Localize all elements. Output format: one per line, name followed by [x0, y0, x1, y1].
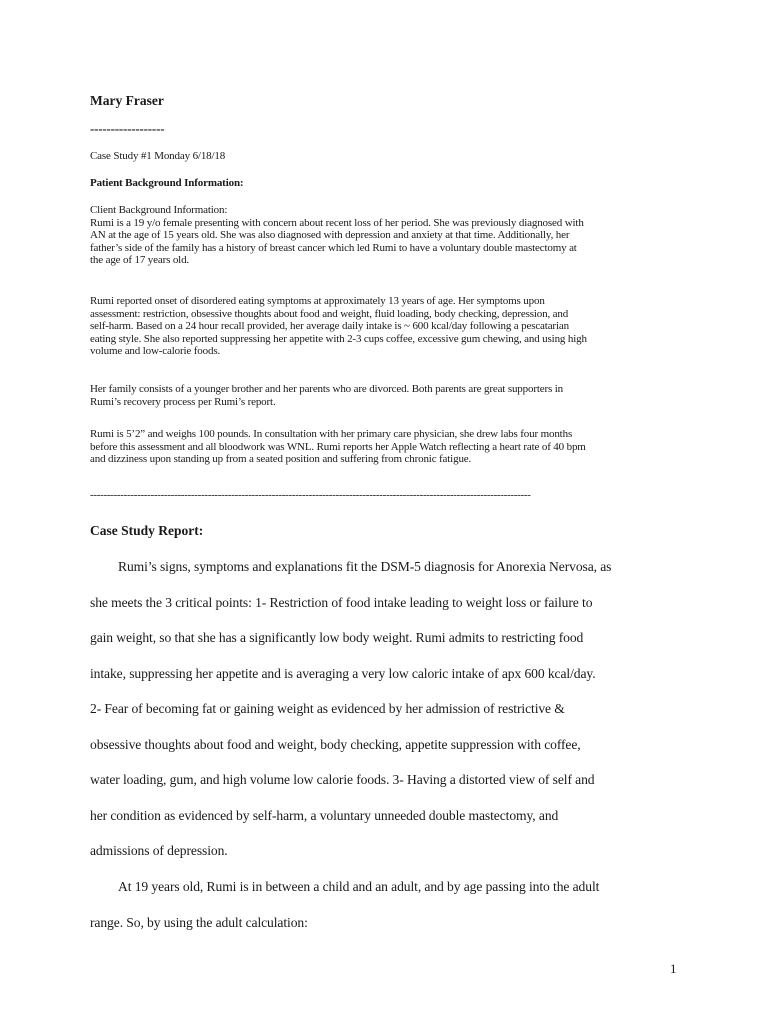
text-line: Rumi’s signs, symptoms and explanations fit the DSM-5 diagnosis for Anorexia Nervosa, as	[118, 559, 612, 574]
text-line: AN at the age of 15 years old. She was also diagnosed with depression and anxiety at that time. Additionally, her	[90, 229, 570, 242]
text-line: At 19 years old, Rumi is in between a child and an adult, and by age passing into the adult	[118, 879, 600, 894]
text-line: volume and low-calorie foods.	[90, 345, 221, 358]
text-line: father’s side of the family has a history of breast cancer which led Rumi to have a voluntary double mastectomy at	[90, 241, 577, 254]
text-line: before this assessment and all bloodwork was WNL. Rumi reports her Apple Watch reflecting a heart rate of 40 bpm	[90, 440, 586, 453]
text-line: Rumi’s recovery process per Rumi’s report.	[90, 395, 276, 408]
report-paragraph-age	[90, 869, 680, 940]
case-study-date-line: Case Study #1 Monday 6/18/18	[90, 150, 226, 162]
text-line: assessment: restriction, obsessive thoughts about food and weight, fluid loading, body checking, depression, and	[90, 307, 569, 320]
case-study-report-heading: Case Study Report:	[90, 523, 204, 538]
text-line: she meets the 3 critical points: 1- Restriction of food intake leading to weight loss or failure to	[90, 594, 593, 610]
text-line: gain weight, so that she has a significantly low body weight. Rumi admits to restricting food	[90, 630, 584, 645]
section-divider: -----------------------------------------------------------------------------------------------------------------------------------	[90, 489, 531, 501]
text-line: Rumi is a 19 y/o female presenting with concern about recent loss of her period. She was previously diagnosed with	[90, 216, 584, 229]
text-line: Rumi is 5’2” and weighs 100 pounds. In consultation with her primary care physician, she drew labs four months	[90, 428, 573, 440]
text-line: intake, suppressing her appetite and is averaging a very low caloric intake of apx 600 kcal/day.	[90, 665, 596, 681]
header-separator: ------------------	[90, 121, 165, 136]
text-line: admissions of depression.	[90, 843, 228, 858]
text-line: obsessive thoughts about food and weight, body checking, appetite suppression with coffee,	[90, 736, 581, 752]
text-line: the age of 17 years old.	[90, 254, 190, 267]
text-line: and dizziness upon standing up from a seated position and suffering from chronic fatigue.	[90, 453, 472, 466]
text-line: Rumi reported onset of disordered eating symptoms at approximately 13 years of age. Her symptoms upon	[90, 295, 545, 307]
client-background-paragraph	[90, 204, 690, 267]
text-line: Client Background Information:	[90, 204, 228, 216]
text-line: range. So, by using the adult calculation:	[90, 914, 308, 930]
text-line: water loading, gum, and high volume low calorie foods. 3- Having a distorted view of self and	[90, 772, 595, 787]
patient-background-heading: Patient Background Information:	[90, 177, 244, 189]
family-paragraph	[90, 383, 690, 408]
text-line: self-harm. Based on a 24 hour recall provided, her average daily intake is ~ 600 kcal/day following a pescatarian	[90, 320, 569, 333]
page-number: 1	[670, 961, 677, 976]
symptoms-paragraph	[90, 295, 690, 358]
text-line: 2- Fear of becoming fat or gaining weight as evidenced by her admission of restrictive &	[90, 701, 565, 716]
vitals-paragraph	[90, 428, 690, 466]
text-line: her condition as evidenced by self-harm, a voluntary unneeded double mastectomy, and	[90, 807, 559, 823]
text-line: Her family consists of a younger brother and her parents who are divorced. Both parents are great supporters in	[90, 383, 563, 395]
report-paragraph-diagnosis	[90, 549, 680, 869]
text-line: eating style. She also reported suppressing her appetite with 2-3 cups coffee, excessive gum chewing, and using high	[90, 332, 587, 345]
author-name: Mary Fraser	[90, 93, 164, 108]
